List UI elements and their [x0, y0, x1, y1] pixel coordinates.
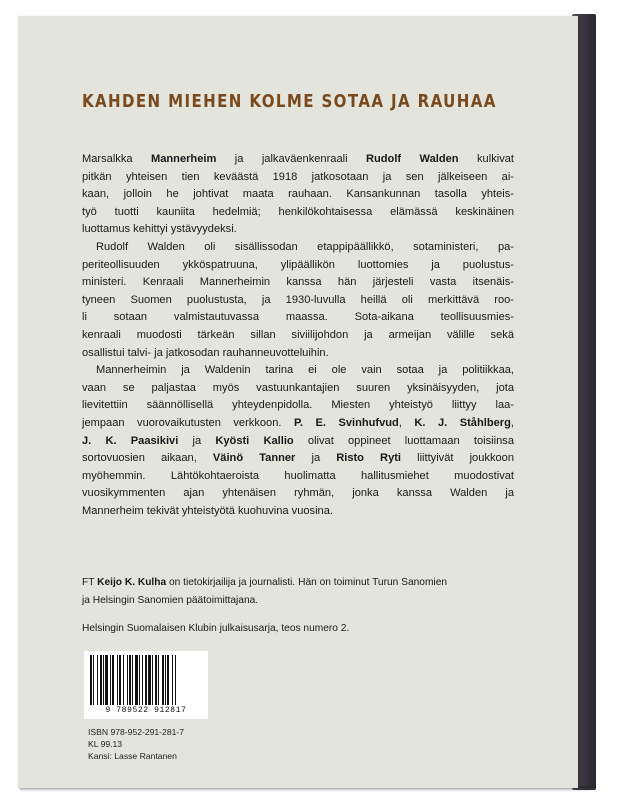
blurb-line — [82, 485, 514, 503]
text-run: tyneen Suomen puolustusta, ja 1930-luvulla heillä oli merkittävä roo- — [82, 293, 514, 306]
barcode-bar — [123, 655, 124, 705]
barcode — [84, 651, 208, 719]
barcode-bar — [93, 655, 94, 705]
barcode-bar — [148, 655, 151, 705]
text-run: luottamus kehittyi ystävyydeksi. — [82, 223, 237, 236]
text-run: työ tuotti kauniita hedelmiä; henkilökohtaisessa elämässä keskinäinen — [82, 205, 514, 218]
barcode-bar — [90, 655, 92, 705]
blurb-line — [82, 415, 514, 433]
isbn-text: ISBN 978-952-291-281-7 — [88, 727, 185, 737]
text-run: kulkivat — [458, 153, 515, 165]
text-run: ja Helsingin Sanomien päätoimittajana. — [82, 594, 259, 606]
blurb-line — [82, 151, 514, 169]
blurb-line — [82, 169, 514, 187]
blurb-paragraph — [82, 362, 514, 520]
name-bold: K. J. Ståhlberg — [414, 416, 511, 429]
blurb-line — [82, 327, 514, 345]
name-bold: Keijo K. Kulha — [97, 577, 167, 588]
name-bold: Kyösti Kallio — [215, 434, 294, 447]
text-run: osallistui talvi- ja jatkosodan rauhanneuvotteluihin. — [82, 346, 329, 359]
barcode-bar — [119, 655, 121, 705]
text-run: liittyivät joukkoon — [401, 452, 514, 465]
barcode-bar — [162, 655, 164, 705]
text-run: , — [398, 416, 415, 429]
text-run: sortovuosien aikaan, — [82, 452, 213, 465]
author-line — [82, 592, 514, 610]
barcode-bar — [129, 655, 131, 705]
barcode-bar — [135, 655, 138, 705]
text-run: jempaan vuorovaikutusten verkkoon. — [82, 416, 294, 429]
text-run: ja — [178, 434, 216, 447]
classification-text: KL 99.13 — [88, 739, 123, 749]
blurb-line — [82, 503, 514, 521]
text-run: Mannerheimin ja Waldenin tarina ei ole vain sotaa ja politiikkaa, — [96, 364, 514, 377]
text-run: ministeri. Kenraali Mannerheimin kanssa hän järjesteli vasta itsenäis- — [82, 276, 514, 289]
publication-meta — [88, 726, 288, 762]
name-bold: Mannerheim — [150, 153, 217, 165]
barcode-bar — [100, 655, 102, 705]
barcode-bar — [145, 655, 147, 705]
barcode-bar — [175, 655, 176, 705]
blurb-line — [82, 433, 514, 451]
blurb-line — [82, 468, 514, 486]
cover-credit: Kansi: Lasse Rantanen — [88, 751, 177, 761]
text-run: ja — [295, 452, 337, 465]
text-run: on tietokirjailija ja journalisti. Hän on toiminut Turun Sanomien — [166, 577, 448, 588]
barcode-digits: 9 789522 912817 — [105, 706, 187, 715]
author-line — [82, 574, 514, 592]
blurb-line — [82, 345, 514, 363]
text-run: myöhemmin. Lähtökohtaeroista huolimatta hallitusmiehet muodostivat — [82, 469, 514, 482]
text-run: Mannerheim tekivät yhteistyötä kuohuvina vuosina. — [82, 504, 333, 517]
text-run: vuosikymmenten ajan yhtenäisen ryhmän, jonka kanssa Walden ja — [82, 487, 514, 500]
text-run: kenraali muodosti tärkeän sillan siviilijohdon ja armeijan välille sekä — [82, 328, 514, 341]
text-run: FT — [82, 577, 98, 588]
barcode-bars — [90, 655, 202, 705]
name-bold: P. E. Svinhufvud — [293, 416, 399, 429]
barcode-bar — [127, 655, 128, 705]
blurb-line — [82, 221, 514, 239]
blurb-line — [82, 309, 514, 327]
barcode-bar — [139, 655, 140, 705]
barcode-bar — [110, 655, 111, 705]
text-run: olivat oppineet luottamaan toisiinsa — [293, 434, 514, 447]
text-run: , — [510, 416, 514, 429]
blurb-line — [82, 274, 514, 292]
barcode-bar — [132, 655, 133, 705]
name-bold: J. K. Paasikivi — [82, 434, 179, 447]
barcode-bar — [155, 655, 157, 705]
text-run: lievitettiin säännöllisellä yhteydenpidolla. Miesten yhteistyö liittyy laa- — [82, 399, 514, 412]
name-bold: Risto Ryti — [336, 452, 402, 465]
barcode-bar — [158, 655, 159, 705]
text-run: li sotaan valmistautuvassa maassa. Sota-aikana teollisuusmies- — [82, 311, 514, 324]
blurb-paragraph — [82, 239, 514, 362]
blurb-line — [82, 362, 514, 380]
barcode-bar — [165, 655, 166, 705]
barcode-bar — [142, 655, 143, 705]
barcode-bar — [105, 655, 108, 705]
text-run: periteollisuuden ykköspatruuna, ylipäällikön luottomies ja puolustus- — [82, 258, 514, 271]
text-run: Rudolf Walden oli sisällissodan etappipäällikkö, sotaministeri, pa- — [96, 240, 514, 253]
author-bio — [82, 574, 514, 609]
barcode-bar — [103, 655, 104, 705]
blurb-line — [82, 239, 514, 257]
book-title: KAHDEN MIEHEN KOLME SOTAA JA RAUHAA — [82, 92, 497, 112]
barcode-bar — [167, 655, 169, 705]
blurb-line — [82, 257, 514, 275]
blurb-line — [82, 186, 514, 204]
blurb-line — [82, 292, 514, 310]
blurb-line — [82, 380, 514, 398]
blurb-paragraph — [82, 151, 514, 239]
text-run: pitkän yhteisen tien keväästä 1918 jatkosotaan ja sen jälkeiseen ai- — [82, 170, 514, 183]
blurb-line — [82, 204, 514, 222]
barcode-bar — [117, 655, 118, 705]
text-run: kaan, jolloin he johtivat maata rauhaan. Kansankunnan tasolla yhteis- — [82, 188, 514, 201]
text-run: vaan se paljastaa myös vastuunkantajien suuren yksinäisyyden, jota — [82, 381, 514, 394]
name-bold: Rudolf Walden — [365, 153, 459, 165]
text-run: Marsalkka — [82, 153, 151, 165]
series-note: Helsingin Suomalaisen Klubin julkaisusarja, teos numero 2. — [82, 623, 350, 634]
name-bold: Väinö Tanner — [212, 452, 296, 465]
blurb-line — [82, 450, 514, 468]
barcode-bar — [97, 655, 98, 705]
barcode-bar — [112, 655, 114, 705]
barcode-bar — [152, 655, 153, 705]
blurb-line — [82, 397, 514, 415]
text-run: ja jalkaväenkenraali — [216, 153, 366, 165]
blurb — [82, 151, 514, 520]
barcode-bar — [172, 655, 173, 705]
